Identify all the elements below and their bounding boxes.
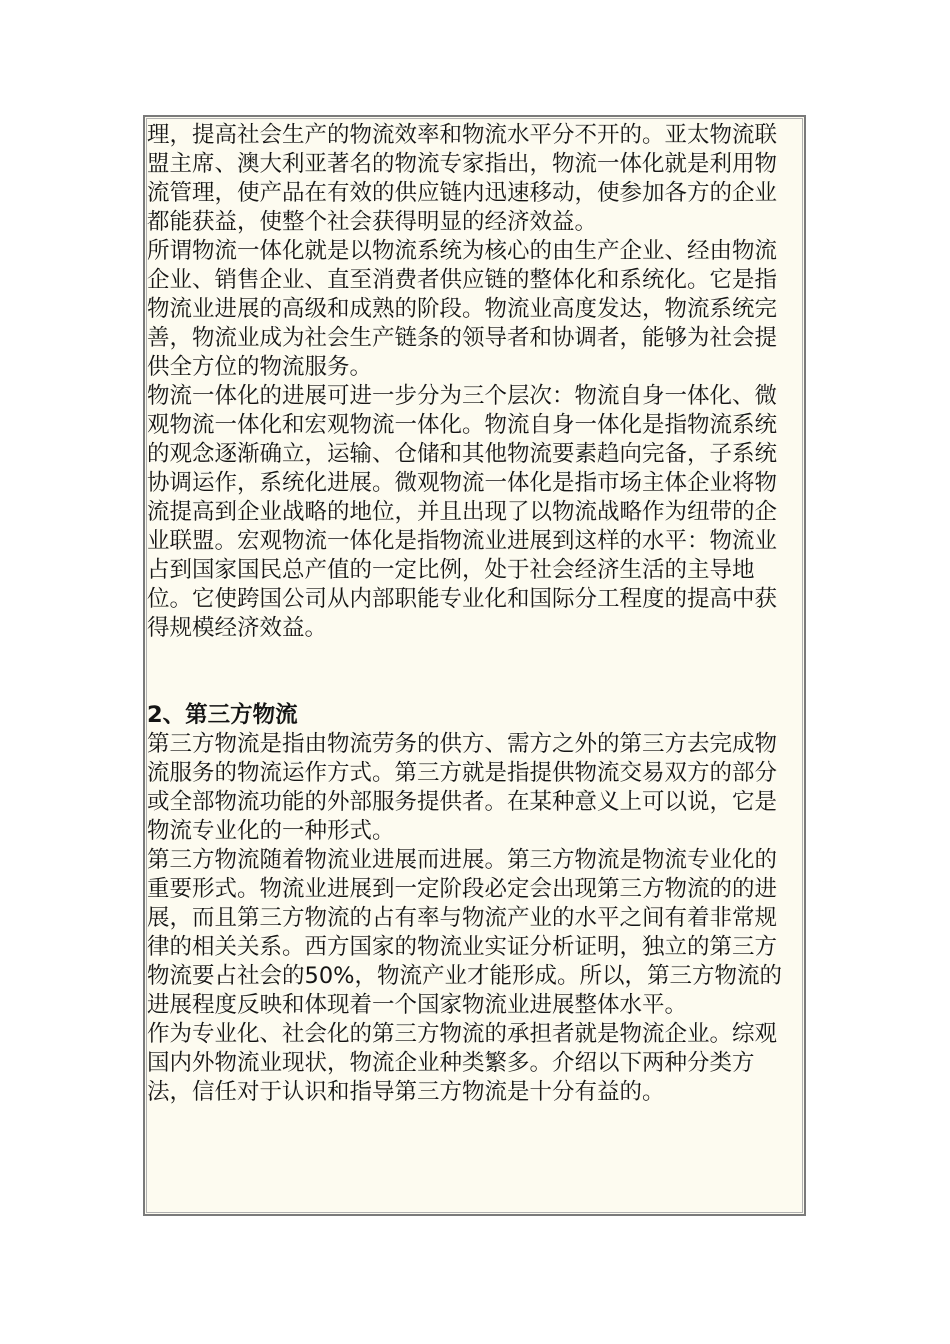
paragraph-third-party-definition: 第三方物流是指由物流劳务的供方、需方之外的第三方去完成物流服务的物流运作方式。第三方就是指提供物流交易双方的部分或全部物流功能的外部服务提供者。在某种意义上可以说，它是物流专业化的一种形式。 [147,731,778,844]
paragraph-third-party-enterprises: 作为专业化、社会化的第三方物流的承担者就是物流企业。综观国内外物流业现状，物流企业种类繁多。介绍以下两种分类方法，信任对于认识和指导第三方物流是十分有益的。 [147,1021,778,1105]
paragraph-third-party-development: 第三方物流随着物流业进展而进展。第三方物流是物流专业化的重要形式。物流业进展到一定阶段必定会出现第三方物流的的进展，而且第三方物流的占有率与物流产业的水平之间有着非常规律的相关关系。西方国家的物流业实证分析证明，独立的第三方物流要占社会的50%，物流产业才能形成。所以，第三方物流的进展程度反映和体现着一个国家物流业进展整体水平。 [147,847,783,1018]
paragraph-logistics-integration-intro: 理，提高社会生产的物流效率和物流水平分不开的。亚太物流联盟主席、澳大利亚著名的物流专家指出，物流一体化就是利用物流管理，使产品在有效的供应链内迅速移动，使参加各方的企业都能获益，使整个社会获得明显的经济效益。 [147,122,778,235]
paragraph-logistics-integration-levels: 物流一体化的进展可进一步分为三个层次：物流自身一体化、微观物流一体化和宏观物流一体化。物流自身一体化是指物流系统的观念逐渐确立，运输、仓储和其他物流要素趋向完备，子系统协调运作，系统化进展。微观物流一体化是指市场主体企业将物流提高到企业战略的地位，并且出现了以物流战略作为纽带的企业联盟。宏观物流一体化是指物流业进展到这样的水平：物流业占到国家国民总产值的一定比例，处于社会经济生活的主导地位。它使跨国公司从内部职能专业化和国际分工程度的提高中获得规模经济效益。 [147,383,778,641]
section-heading-third-party-logistics: 2、第三方物流 [147,702,298,728]
section-spacer [147,643,787,701]
paragraph-logistics-integration-definition: 所谓物流一体化就是以物流系统为核心的由生产企业、经由物流企业、销售企业、直至消费者供应链的整体化和系统化。它是指物流业进展的高级和成熟的阶段。物流业高度发达，物流系统完善，物流业成为社会生产链条的领导者和协调者，能够为社会提供全方位的物流服务。 [147,238,778,380]
document-body [147,121,787,1107]
document-frame [143,115,806,1216]
